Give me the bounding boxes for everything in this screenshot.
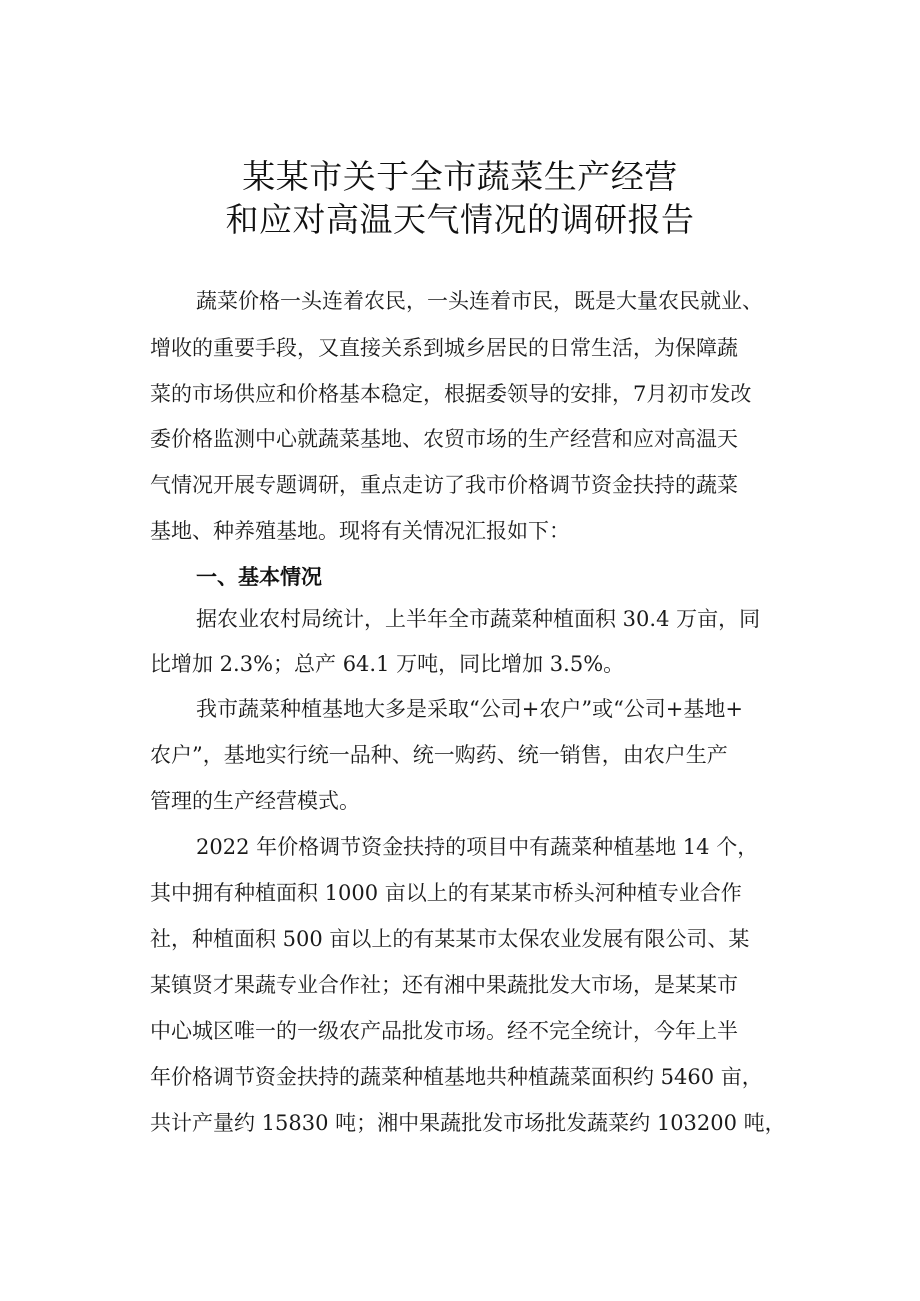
report-title-line-1: 某某市关于全市蔬菜生产经营 (242, 157, 678, 196)
paragraph-1-line: 气情况开展专题调研，重点走访了我市价格调节资金扶持的蔬菜 (150, 473, 738, 497)
paragraph-4-line: 中心城区唯一的一级农产品批发市场。经不完全统计，今年上半 (150, 1019, 738, 1043)
section-heading-basic-situation: 一、基本情况 (196, 565, 322, 589)
paragraph-3-line: 农户”，基地实行统一品种、统一购药、统一销售，由农户生产 (150, 743, 728, 767)
paragraph-1-line: 基地、种养殖基地。现将有关情况汇报如下： (150, 519, 570, 543)
paragraph-2-line: 比增加 2.3%；总产 64.1 万吨，同比增加 3.5%。 (150, 652, 625, 676)
paragraph-4-line: 社，种植面积 500 亩以上的有某某市太保农业发展有限公司、某 (150, 927, 750, 951)
paragraph-1-line: 增收的重要手段，又直接关系到城乡居民的日常生活，为保障蔬 (150, 336, 738, 360)
paragraph-4-line: 其中拥有种植面积 1000 亩以上的有某某市桥头河种植专业合作 (150, 881, 742, 905)
paragraph-2-line: 据农业农村局统计，上半年全市蔬菜种植面积 30.4 万亩，同 (196, 607, 761, 631)
paragraph-4-line: 年价格调节资金扶持的蔬菜种植基地共种植蔬菜面积约 5460 亩， (150, 1065, 763, 1089)
paragraph-3-line: 我市蔬菜种植基地大多是采取“公司+农户”或“公司+基地+ (196, 697, 743, 721)
paragraph-1-line: 菜的市场供应和价格基本稳定，根据委领导的安排，7月初市发改 (150, 382, 752, 406)
paragraph-4-line: 某镇贤才果蔬专业合作社；还有湘中果蔬批发大市场，是某某市 (150, 973, 738, 997)
report-title-line-2: 和应对高温天气情况的调研报告 (225, 200, 695, 239)
paragraph-1-line: 委价格监测中心就蔬菜基地、农贸市场的生产经营和应对高温天 (150, 427, 738, 451)
paragraph-3-line: 管理的生产经营模式。 (150, 789, 360, 813)
paragraph-4-line: 共计产量约 15830 吨；湘中果蔬批发市场批发蔬菜约 103200 吨， (150, 1111, 786, 1135)
paragraph-4-line: 2022 年价格调节资金扶持的项目中有蔬菜种植基地 14 个， (196, 835, 759, 859)
paragraph-1-line: 蔬菜价格一头连着农民，一头连着市民，既是大量农民就业、 (196, 289, 763, 313)
